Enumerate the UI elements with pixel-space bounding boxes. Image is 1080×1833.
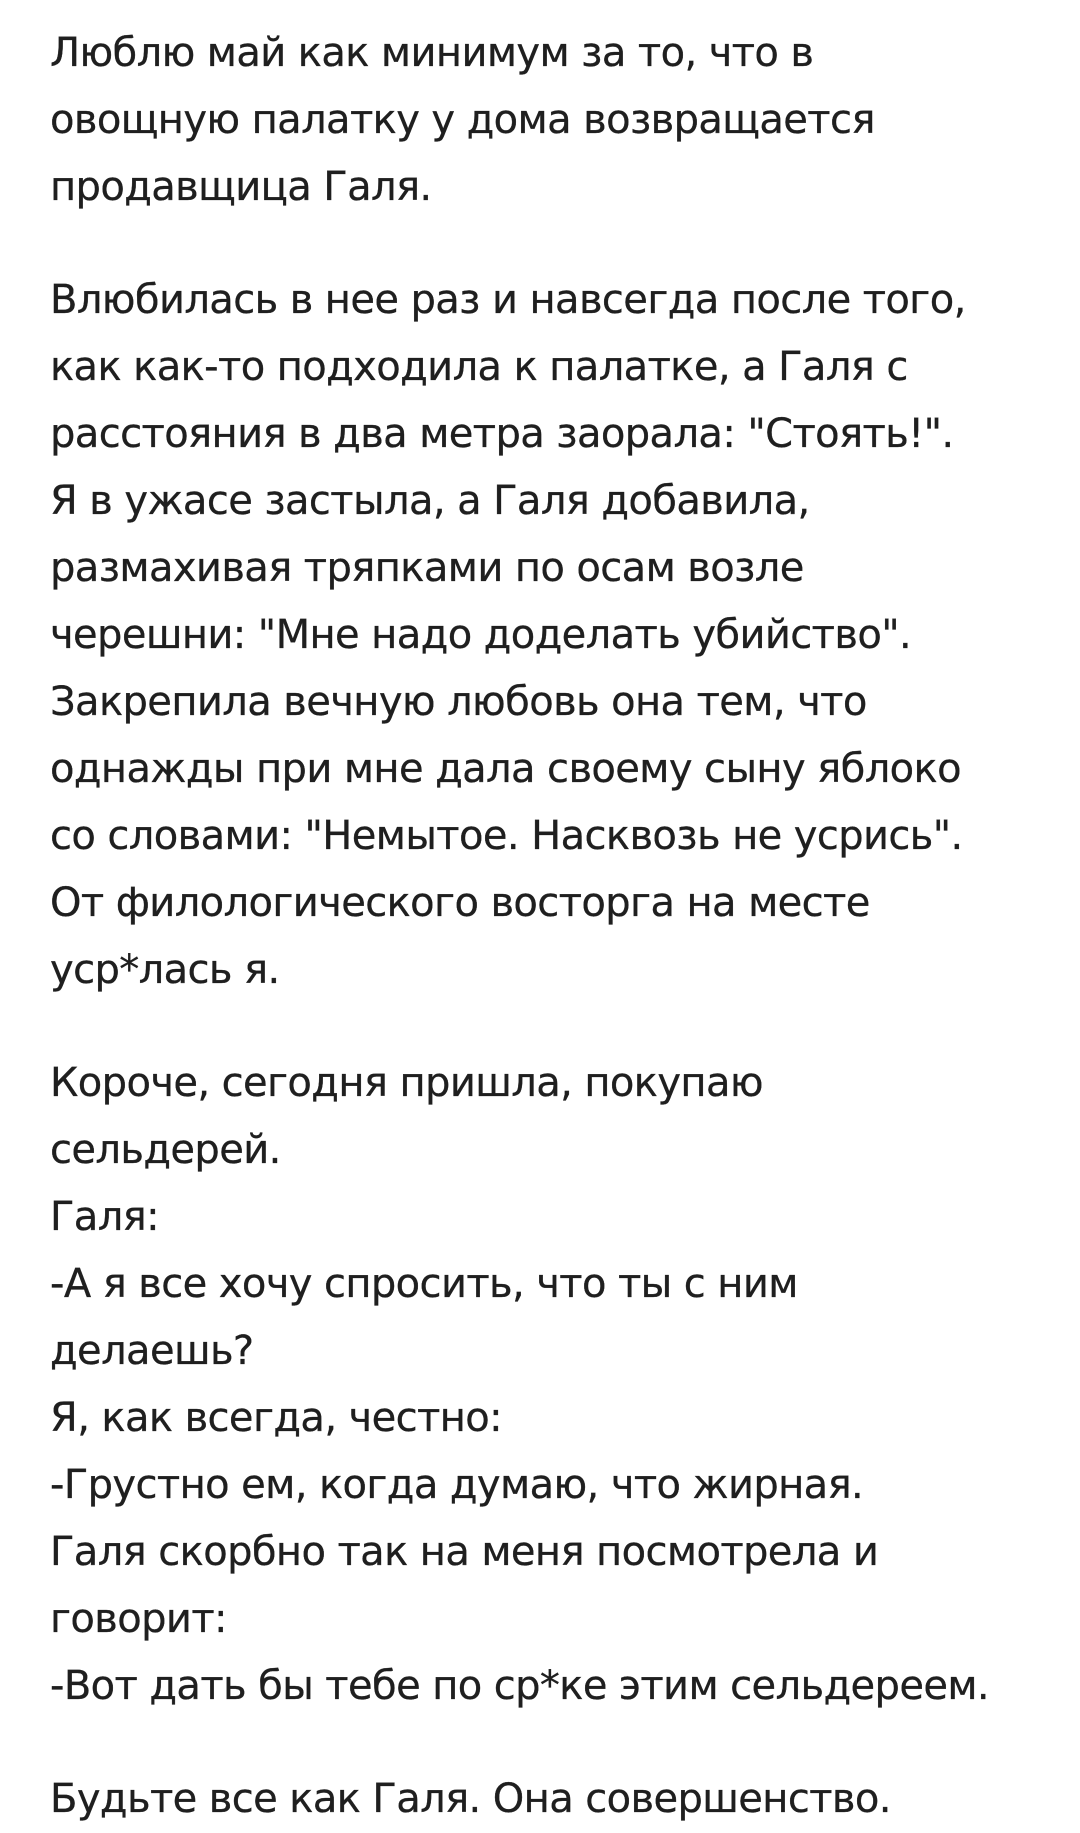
text-line: Влюбилась в нее раз и навсегда после того, — [50, 277, 966, 323]
text-line: как как-то подходила к палатке, а Галя с — [50, 344, 908, 390]
paragraph-4 — [50, 1766, 1060, 1833]
paragraph-2 — [50, 267, 1060, 1004]
text-line: Я в ужасе застыла, а Галя добавила, — [50, 478, 810, 524]
text-line: со словами: "Немытое. Насквозь не усрись". — [50, 813, 963, 859]
paragraph-gap — [50, 1004, 1060, 1050]
text-line: размахивая тряпками по осам возле — [50, 545, 804, 591]
text-line: Галя: — [50, 1194, 160, 1240]
paragraph-gap — [50, 1720, 1060, 1766]
text-line: однажды при мне дала своему сыну яблоко — [50, 746, 961, 792]
text-line: Люблю май как минимум за то, что в — [50, 30, 814, 76]
text-line: говорит: — [50, 1596, 227, 1642]
text-line: уср*лась я. — [50, 947, 280, 993]
text-line: Я, как всегда, честно: — [50, 1395, 502, 1441]
text-line: -Вот дать бы тебе по ср*ке этим сельдереем. — [50, 1663, 990, 1709]
text-line: черешни: "Мне надо доделать убийство". — [50, 612, 912, 658]
text-line: Будьте все как Галя. Она совершенство. — [50, 1776, 891, 1822]
paragraph-3 — [50, 1050, 1060, 1720]
text-line: Закрепила вечную любовь она тем, что — [50, 679, 867, 725]
text-line: сельдерей. — [50, 1127, 281, 1173]
text-line: От филологического восторга на месте — [50, 880, 870, 926]
text-line: овощную палатку у дома возвращается — [50, 97, 875, 143]
text-line: делаешь? — [50, 1328, 254, 1374]
text-line: Галя скорбно так на меня посмотрела и — [50, 1529, 879, 1575]
text-line: -Грустно ем, когда думаю, что жирная. — [50, 1462, 864, 1508]
post-text — [50, 20, 1060, 1833]
paragraph-1 — [50, 20, 1060, 221]
paragraph-gap — [50, 221, 1060, 267]
text-line: продавщица Галя. — [50, 164, 432, 210]
text-line: расстояния в два метра заорала: "Стоять!". — [50, 411, 954, 457]
text-line: Короче, сегодня пришла, покупаю — [50, 1060, 763, 1106]
text-line: -А я все хочу спросить, что ты с ним — [50, 1261, 798, 1307]
